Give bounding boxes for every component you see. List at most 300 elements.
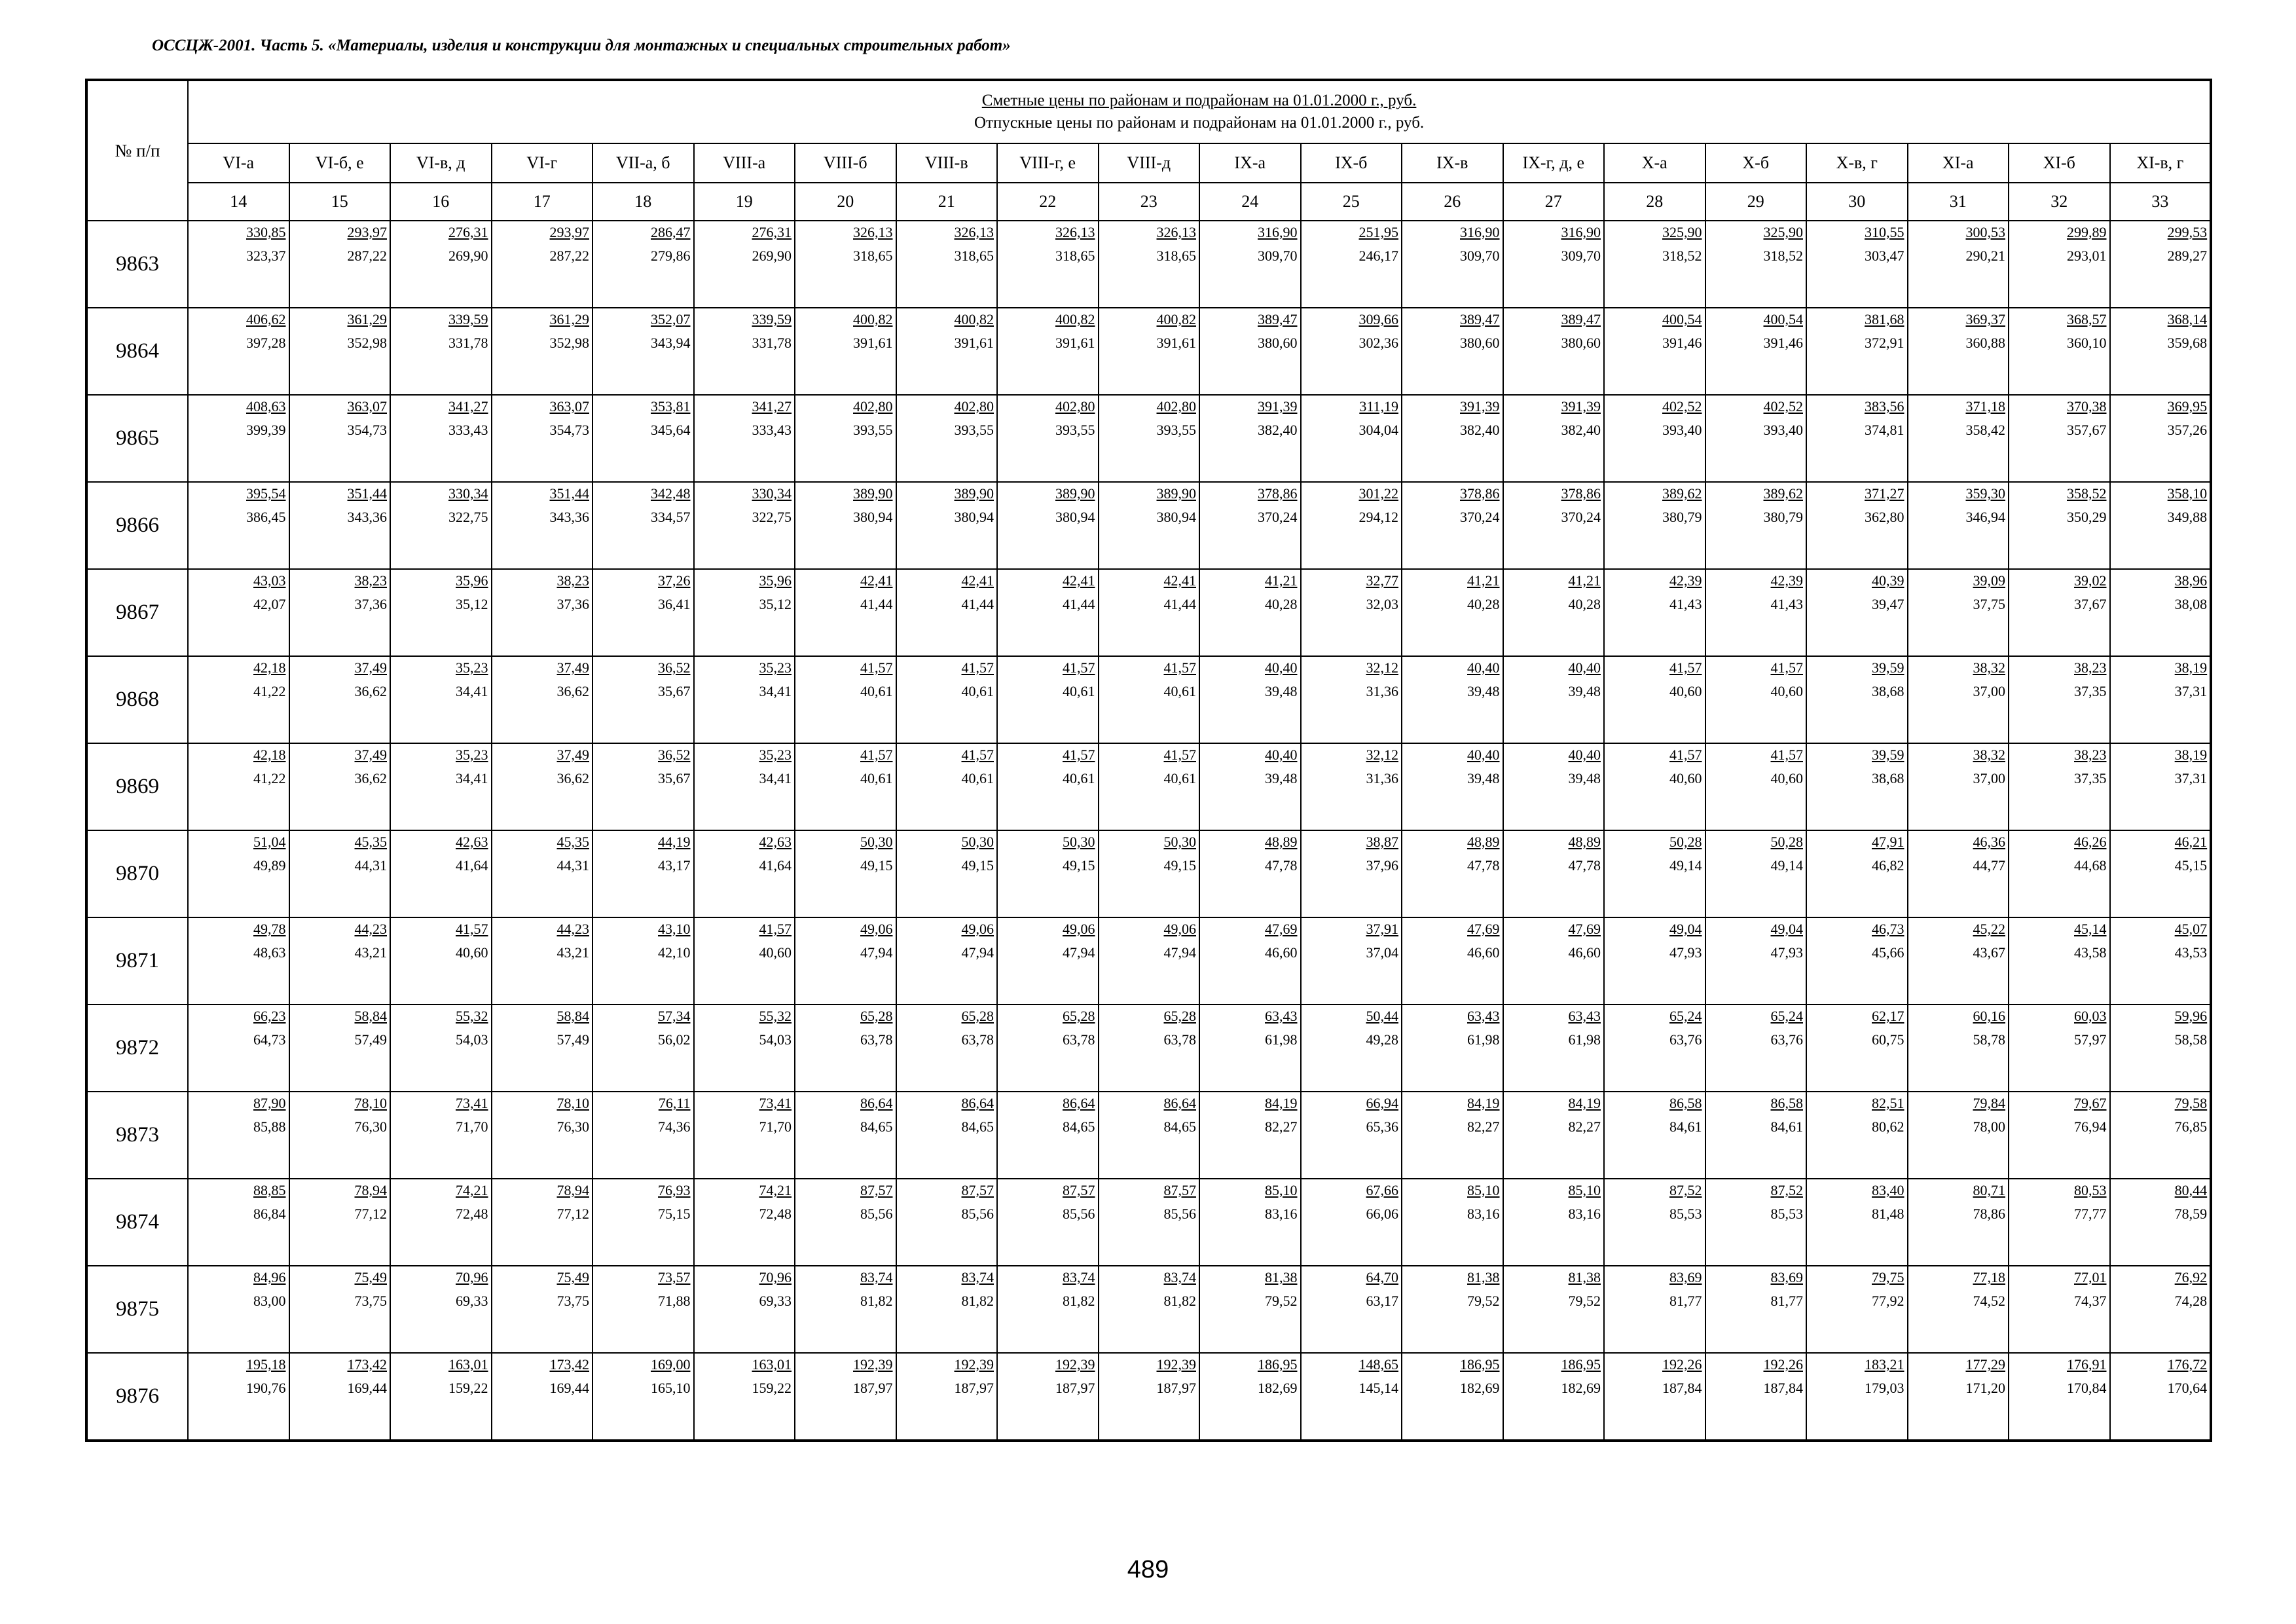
price-cell [1503,221,1605,308]
price-cell [997,1179,1099,1266]
table-head [86,80,2211,221]
release-price: 169,44 [549,1380,589,1396]
price-cell [1099,1092,1200,1179]
release-price: 39,48 [1568,770,1601,786]
estimate-price: 39,09 [1973,572,2005,589]
release-price: 187,97 [1156,1380,1196,1396]
price-cell [390,308,492,395]
price-cell [1604,221,1705,308]
estimate-price: 46,21 [2174,834,2208,850]
price-cell [2110,395,2212,482]
price-cell [1503,308,1605,395]
release-price: 35,67 [658,770,691,786]
estimate-price: 42,63 [759,834,792,850]
estimate-price: 49,06 [1163,921,1196,937]
estimate-price: 148,65 [1358,1356,1398,1373]
estimate-price: 169,00 [651,1356,691,1373]
estimate-price: 369,95 [2167,398,2208,415]
region-header: IX-г, д, е [1503,143,1605,183]
price-cell [1908,221,2009,308]
estimate-price: 325,90 [1763,224,1803,240]
estimate-price: 50,30 [961,834,994,850]
estimate-price: 400,82 [1156,311,1196,327]
estimate-price: 35,23 [759,659,792,676]
price-cell [1199,1353,1301,1441]
price-cell [592,656,694,743]
item-code: 9875 [86,1266,188,1353]
table-row [86,830,2211,917]
price-cell [289,1266,391,1353]
price-cell [2009,656,2110,743]
price-cell [694,308,795,395]
estimate-price: 183,21 [1865,1356,1904,1373]
release-price: 78,00 [1973,1118,2005,1135]
release-price: 46,60 [1467,944,1500,961]
release-price: 37,35 [2074,683,2107,699]
release-price: 63,17 [1366,1293,1398,1309]
column-number: 32 [2009,183,2110,221]
price-cell [592,830,694,917]
estimate-price: 326,13 [1055,224,1095,240]
price-cell [2009,1353,2110,1441]
release-price: 370,24 [1460,509,1500,525]
price-cell [492,1179,593,1266]
estimate-price: 358,52 [2067,485,2107,502]
release-price: 75,15 [658,1206,691,1222]
price-cell [1908,569,2009,656]
estimate-price: 41,21 [1568,572,1601,589]
region-header: VI-в, д [390,143,492,183]
estimate-price: 186,95 [1258,1356,1298,1373]
table-row [86,743,2211,830]
item-code: 9867 [86,569,188,656]
estimate-price: 35,96 [759,572,792,589]
estimate-price: 66,23 [253,1008,286,1024]
estimate-price: 330,34 [448,485,488,502]
price-cell [2009,917,2110,1005]
price-cell [289,656,391,743]
release-price: 31,36 [1366,683,1398,699]
region-header: IX-а [1199,143,1301,183]
price-cell [390,569,492,656]
release-price: 393,55 [1156,422,1196,438]
price-cell [492,1266,593,1353]
estimate-price: 47,91 [1872,834,1904,850]
release-price: 49,89 [253,857,286,874]
estimate-price: 286,47 [651,224,691,240]
estimate-price: 389,47 [1561,311,1601,327]
estimate-price: 316,90 [1258,224,1298,240]
price-cell [795,482,896,569]
estimate-price: 391,39 [1258,398,1298,415]
region-header: VI-г [492,143,593,183]
estimate-price: 50,30 [1163,834,1196,850]
price-cell [1199,830,1301,917]
release-price: 76,85 [2174,1118,2208,1135]
estimate-price: 192,26 [1662,1356,1702,1373]
estimate-price: 83,74 [1163,1269,1196,1285]
release-price: 352,98 [347,335,387,351]
estimate-price: 88,85 [253,1182,286,1198]
price-cell [997,1092,1099,1179]
release-price: 46,82 [1872,857,1904,874]
price-cell [1604,308,1705,395]
release-price: 37,36 [556,596,589,612]
price-cell [997,308,1099,395]
price-cell [492,1353,593,1441]
estimate-price: 276,31 [448,224,488,240]
price-cell [2110,482,2212,569]
release-price: 357,67 [2067,422,2107,438]
release-price: 72,48 [759,1206,792,1222]
price-cell [694,482,795,569]
release-price: 45,66 [1872,944,1904,961]
estimate-price: 40,40 [1568,659,1601,676]
release-price: 374,81 [1865,422,1904,438]
price-cell [492,308,593,395]
price-cell [2110,743,2212,830]
estimate-price: 70,96 [759,1269,792,1285]
price-cell [1806,308,1908,395]
price-cell [1908,482,2009,569]
estimate-price: 192,39 [954,1356,994,1373]
price-cell [1301,221,1402,308]
table-row [86,1092,2211,1179]
price-cell [289,1005,391,1092]
estimate-price: 400,82 [853,311,893,327]
release-price: 63,78 [1163,1031,1196,1048]
item-code: 9874 [86,1179,188,1266]
estimate-price: 62,17 [1872,1008,1904,1024]
price-cell [896,1005,998,1092]
table-row [86,221,2211,308]
release-price: 40,60 [456,944,488,961]
price-cell [2009,1266,2110,1353]
release-price: 40,28 [1568,596,1601,612]
price-cell [1301,830,1402,917]
estimate-price: 75,49 [354,1269,387,1285]
estimate-price: 84,96 [253,1269,286,1285]
release-price: 331,78 [448,335,488,351]
price-cell [592,1266,694,1353]
release-price: 37,35 [2074,770,2107,786]
release-price: 84,65 [1163,1118,1196,1135]
release-price: 40,60 [1770,683,1803,699]
estimate-price: 41,57 [1770,659,1803,676]
price-cell [1099,482,1200,569]
estimate-price: 74,21 [456,1182,488,1198]
price-cell [795,569,896,656]
release-price: 246,17 [1358,248,1398,264]
price-cell [188,221,289,308]
estimate-price: 64,70 [1366,1269,1398,1285]
release-price: 187,84 [1763,1380,1803,1396]
release-price: 350,29 [2067,509,2107,525]
price-cell [289,308,391,395]
estimate-price: 400,54 [1763,311,1803,327]
table-row [86,1005,2211,1092]
estimate-price: 38,23 [2074,747,2107,763]
price-cell [289,482,391,569]
estimate-price: 84,19 [1568,1095,1601,1111]
estimate-price: 85,10 [1265,1182,1298,1198]
estimate-price: 47,69 [1568,921,1601,937]
estimate-price: 363,07 [347,398,387,415]
estimate-price: 299,89 [2067,224,2107,240]
estimate-price: 368,57 [2067,311,2107,327]
price-cell [592,1005,694,1092]
estimate-price: 84,19 [1265,1095,1298,1111]
table-row [86,1353,2211,1441]
release-price: 393,55 [954,422,994,438]
price-cell [2110,830,2212,917]
price-cell [2110,569,2212,656]
estimate-price: 78,94 [556,1182,589,1198]
price-cell [1705,656,1807,743]
release-price: 31,36 [1366,770,1398,786]
price-cell [1199,569,1301,656]
estimate-price: 39,02 [2074,572,2107,589]
price-cell [997,917,1099,1005]
release-price: 40,60 [1669,770,1702,786]
estimate-price: 70,96 [456,1269,488,1285]
release-price: 318,65 [954,248,994,264]
table-row [86,395,2211,482]
estimate-price: 42,41 [1063,572,1095,589]
estimate-price: 369,37 [1965,311,2005,327]
price-cell [1402,1353,1503,1441]
release-price: 85,56 [961,1206,994,1222]
estimate-price: 41,57 [1063,747,1095,763]
release-price: 393,40 [1763,422,1803,438]
price-cell [997,569,1099,656]
release-price: 60,75 [1872,1031,1904,1048]
release-price: 41,43 [1669,596,1702,612]
release-price: 42,10 [658,944,691,961]
price-cell [1301,395,1402,482]
price-cell [1402,656,1503,743]
release-price: 41,44 [961,596,994,612]
release-price: 391,46 [1763,335,1803,351]
release-price: 382,40 [1460,422,1500,438]
price-cell [1099,1266,1200,1353]
price-cell [2009,743,2110,830]
price-cell [1806,917,1908,1005]
release-price: 40,60 [1770,770,1803,786]
release-price: 40,60 [759,944,792,961]
price-cell [1503,743,1605,830]
price-cell [1301,308,1402,395]
estimate-price: 76,92 [2174,1269,2208,1285]
price-cell [592,482,694,569]
price-cell [390,1005,492,1092]
release-price: 81,77 [1770,1293,1803,1309]
column-number: 14 [188,183,289,221]
estimate-price: 79,67 [2074,1095,2107,1111]
estimate-price: 47,69 [1265,921,1298,937]
release-price: 40,61 [860,683,893,699]
price-cell [997,1005,1099,1092]
release-price: 343,36 [347,509,387,525]
release-price: 42,07 [253,596,286,612]
release-price: 37,04 [1366,944,1398,961]
price-cell [1301,1005,1402,1092]
estimate-price: 40,40 [1265,747,1298,763]
price-cell [1705,1179,1807,1266]
price-cell [492,569,593,656]
price-cell [795,743,896,830]
release-price: 380,94 [853,509,893,525]
release-price: 44,77 [1973,857,2005,874]
estimate-price: 78,10 [556,1095,589,1111]
estimate-price: 41,21 [1467,572,1500,589]
release-price: 61,98 [1568,1031,1601,1048]
release-price: 43,21 [354,944,387,961]
release-price: 40,61 [961,770,994,786]
column-number: 18 [592,183,694,221]
estimate-price: 41,57 [860,747,893,763]
release-price: 169,44 [347,1380,387,1396]
estimate-price: 38,96 [2174,572,2208,589]
price-cell [2009,1005,2110,1092]
release-price: 182,69 [1258,1380,1298,1396]
release-price: 54,03 [456,1031,488,1048]
price-cell [1806,482,1908,569]
estimate-price: 41,57 [456,921,488,937]
release-price: 382,40 [1561,422,1601,438]
estimate-price: 55,32 [456,1008,488,1024]
estimate-price: 74,21 [759,1182,792,1198]
estimate-price: 370,38 [2067,398,2107,415]
estimate-price: 58,84 [354,1008,387,1024]
release-price: 81,82 [1163,1293,1196,1309]
price-cell [289,1092,391,1179]
price-cell [896,482,998,569]
release-price: 372,91 [1865,335,1904,351]
estimate-price: 32,12 [1366,747,1398,763]
release-price: 43,17 [658,857,691,874]
estimate-price: 87,57 [1063,1182,1095,1198]
estimate-price: 49,04 [1770,921,1803,937]
region-header: XI-а [1908,143,2009,183]
estimate-price: 40,40 [1467,747,1500,763]
price-cell [492,917,593,1005]
region-header: VIII-д [1099,143,1200,183]
release-price: 380,60 [1561,335,1601,351]
price-cell [1908,743,2009,830]
release-price: 145,14 [1358,1380,1398,1396]
price-cell [188,482,289,569]
price-cell [694,1353,795,1441]
price-cell [1402,395,1503,482]
price-cell [492,482,593,569]
release-price: 391,61 [853,335,893,351]
estimate-price: 40,40 [1568,747,1601,763]
price-cell [1503,830,1605,917]
price-cell [997,743,1099,830]
estimate-price: 37,49 [354,659,387,676]
estimate-price: 341,27 [752,398,792,415]
price-cell [2110,1266,2212,1353]
price-cell [1402,1179,1503,1266]
item-code: 9868 [86,656,188,743]
price-cell [1199,1179,1301,1266]
estimate-price: 38,87 [1366,834,1398,850]
release-price: 37,31 [2174,683,2208,699]
price-cell [1301,917,1402,1005]
estimate-price: 58,84 [556,1008,589,1024]
release-price: 318,65 [1156,248,1196,264]
estimate-price: 32,12 [1366,659,1398,676]
release-price: 82,27 [1467,1118,1500,1135]
price-cell [1806,1005,1908,1092]
price-cell [1908,308,2009,395]
release-price: 56,02 [658,1031,691,1048]
item-code: 9876 [86,1353,188,1441]
price-cell [1705,1005,1807,1092]
estimate-price: 38,19 [2174,659,2208,676]
release-price: 73,75 [354,1293,387,1309]
release-price: 289,27 [2167,248,2208,264]
price-cell [896,395,998,482]
estimate-price: 42,63 [456,834,488,850]
release-price: 40,60 [1669,683,1702,699]
estimate-price: 341,27 [448,398,488,415]
price-cell [1604,1005,1705,1092]
estimate-price: 81,38 [1568,1269,1601,1285]
price-cell [1402,308,1503,395]
estimate-price: 50,28 [1669,834,1702,850]
estimate-price: 41,57 [1669,747,1702,763]
release-price: 77,12 [556,1206,589,1222]
release-price: 41,64 [456,857,488,874]
column-number: 15 [289,183,391,221]
estimate-price: 43,03 [253,572,286,589]
release-price: 37,75 [1973,596,2005,612]
estimate-price: 389,90 [1055,485,1095,502]
price-cell [188,917,289,1005]
estimate-price: 378,86 [1258,485,1298,502]
release-price: 37,36 [354,596,387,612]
release-price: 78,59 [2174,1206,2208,1222]
price-cell [289,221,391,308]
price-cell [1908,830,2009,917]
column-number: 17 [492,183,593,221]
estimate-price: 44,23 [556,921,589,937]
item-code: 9865 [86,395,188,482]
price-cell [1503,395,1605,482]
release-price: 45,15 [2174,857,2208,874]
price-cell [1402,917,1503,1005]
estimate-price: 163,01 [752,1356,792,1373]
release-price: 393,55 [853,422,893,438]
price-cell [1199,656,1301,743]
estimate-price: 330,34 [752,485,792,502]
release-price: 47,93 [1669,944,1702,961]
price-cell [795,395,896,482]
release-price: 73,75 [556,1293,589,1309]
estimate-price: 276,31 [752,224,792,240]
price-cell [1806,221,1908,308]
region-header: IX-в [1402,143,1503,183]
release-price: 57,49 [354,1031,387,1048]
estimate-price: 87,57 [961,1182,994,1198]
estimate-price: 44,19 [658,834,691,850]
price-cell [896,569,998,656]
price-cell [997,221,1099,308]
release-price: 360,88 [1965,335,2005,351]
estimate-price: 371,18 [1965,398,2005,415]
